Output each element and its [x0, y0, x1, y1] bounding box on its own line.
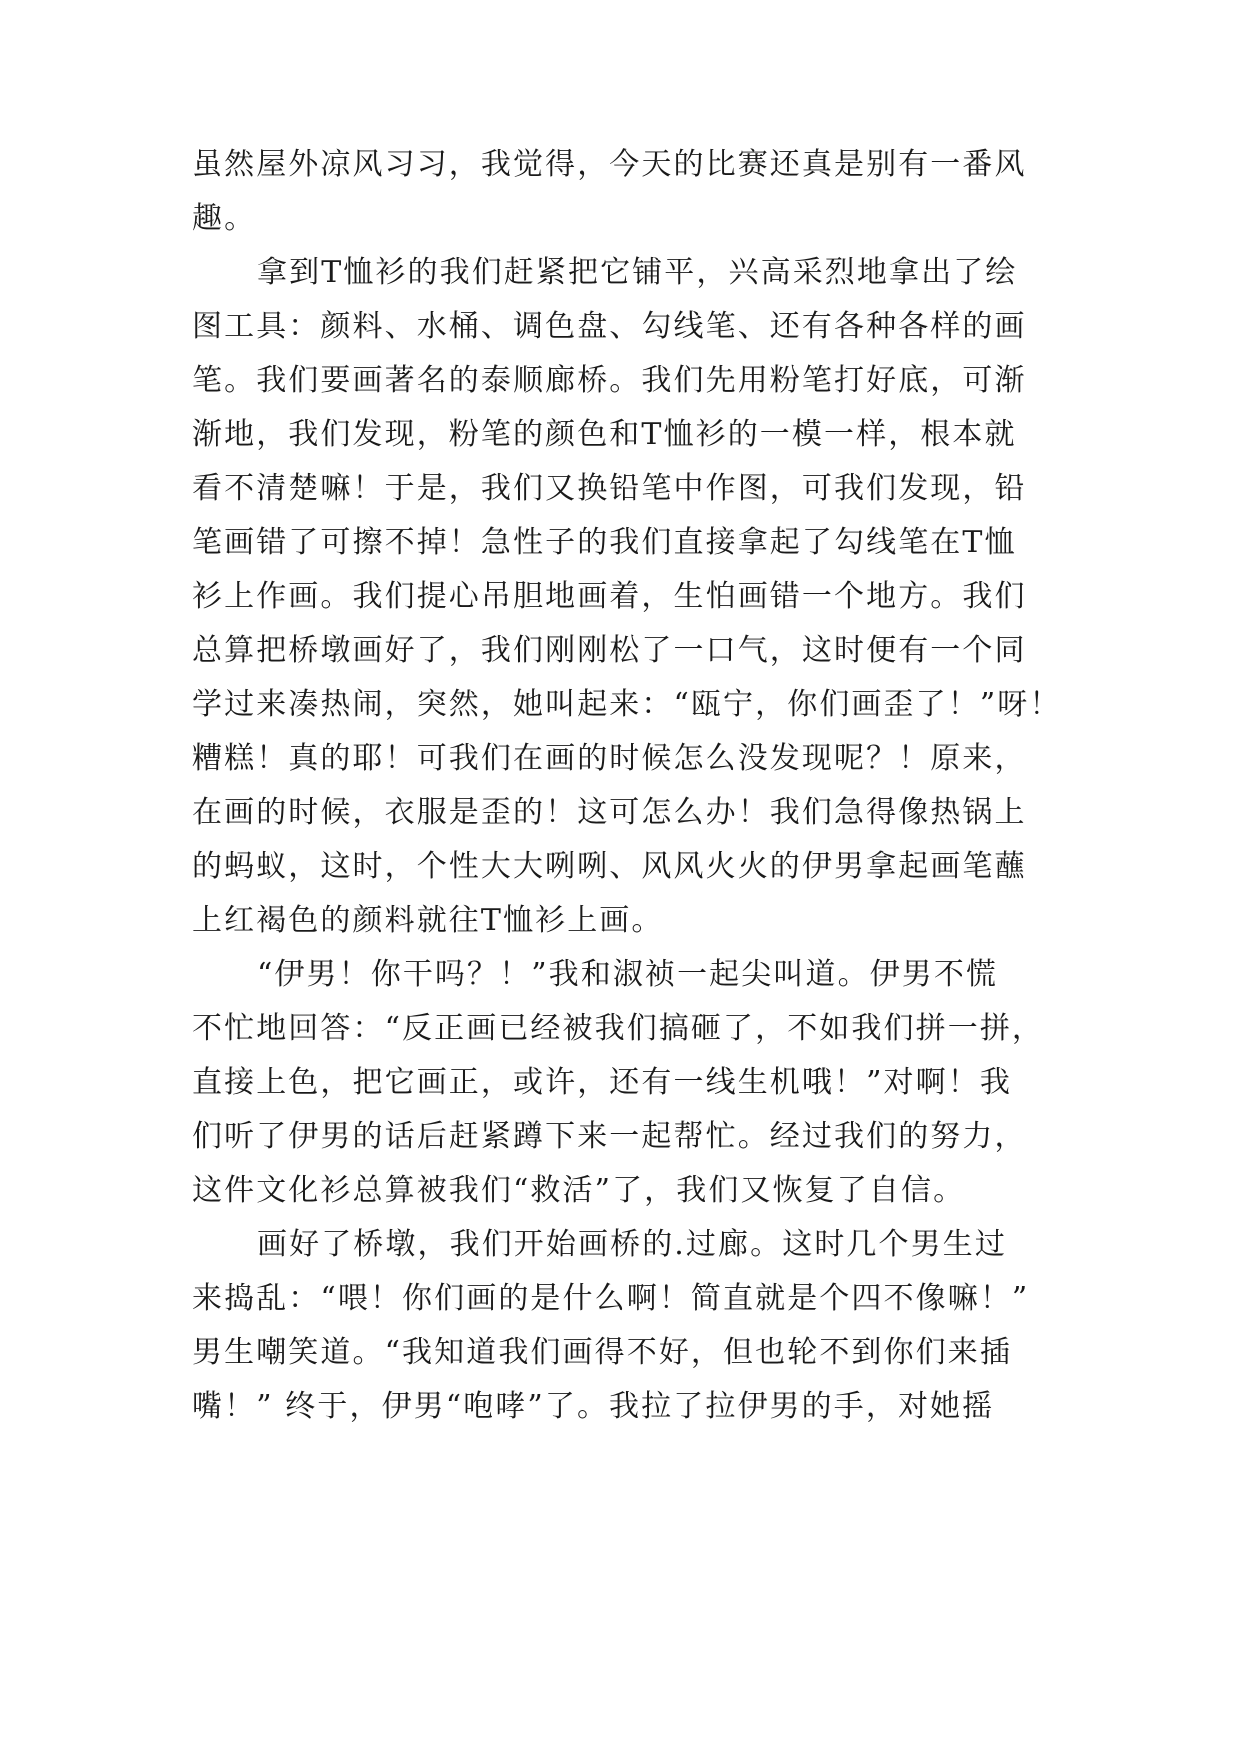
text-line: 这件文化衫总算被我们“救活”了，我们又恢复了自信。	[192, 1173, 966, 1208]
text-line: 直接上色，把它画正，或许，还有一线生机哦！”对啊！我	[192, 1065, 1012, 1100]
text-line: 看不清楚嘛！于是，我们又换铅笔中作图，可我们发现，铅	[192, 471, 1027, 506]
text-line: 男生嘲笑道。“我知道我们画得不好，但也轮不到你们来插	[192, 1335, 1012, 1370]
paragraph-first-line: “伊男！你干吗？！”我和淑祯一起尖叫道。伊男不慌	[257, 957, 999, 992]
paragraph-first-line: 画好了桥墩，我们开始画桥的.过廊。这时几个男生过	[257, 1227, 1007, 1262]
text-line: 嘴！” 终于，伊男“咆哮”了。我拉了拉伊男的手，对她摇	[192, 1389, 995, 1424]
text-line: 笔。我们要画著名的泰顺廊桥。我们先用粉笔打好底，可渐	[192, 363, 1027, 398]
text-line: 学过来凑热闹，突然，她叫起来：“瓯宁，你们画歪了！”呀！	[192, 687, 1062, 722]
text-line: 虽然屋外凉风习习，我觉得，今天的比赛还真是别有一番风	[192, 147, 1027, 182]
text-line: 糟糕！真的耶！可我们在画的时候怎么没发现呢？！原来，	[192, 741, 1027, 776]
text-line: 笔画错了可擦不掉！急性子的我们直接拿起了勾线笔在T恤	[192, 525, 1017, 560]
text-line: 上红褐色的颜料就往T恤衫上画。	[192, 903, 664, 938]
text-line: 趣。	[192, 201, 257, 236]
text-line: 来捣乱：“喂！你们画的是什么啊！简直就是个四不像嘛！”	[192, 1281, 1030, 1316]
text-line: 图工具：颜料、水桶、调色盘、勾线笔、还有各种各样的画	[192, 309, 1027, 344]
text-line: 不忙地回答：“反正画已经被我们搞砸了，不如我们拼一拼，	[192, 1011, 1045, 1046]
text-line: 渐地，我们发现，粉笔的颜色和T恤衫的一模一样，根本就	[192, 417, 1017, 452]
text-line: 衫上作画。我们提心吊胆地画着，生怕画错一个地方。我们	[192, 579, 1027, 614]
text-line: 的蚂蚁，这时，个性大大咧咧、风风火火的伊男拿起画笔蘸	[192, 849, 1027, 884]
text-line: 总算把桥墩画好了，我们刚刚松了一口气，这时便有一个同	[192, 633, 1027, 668]
paragraph-first-line: 拿到T恤衫的我们赶紧把它铺平，兴高采烈地拿出了绘	[257, 255, 1018, 290]
text-line: 们听了伊男的话后赶紧蹲下来一起帮忙。经过我们的努力，	[192, 1119, 1027, 1154]
text-line: 在画的时候，衣服是歪的！这可怎么办！我们急得像热锅上	[192, 795, 1027, 830]
